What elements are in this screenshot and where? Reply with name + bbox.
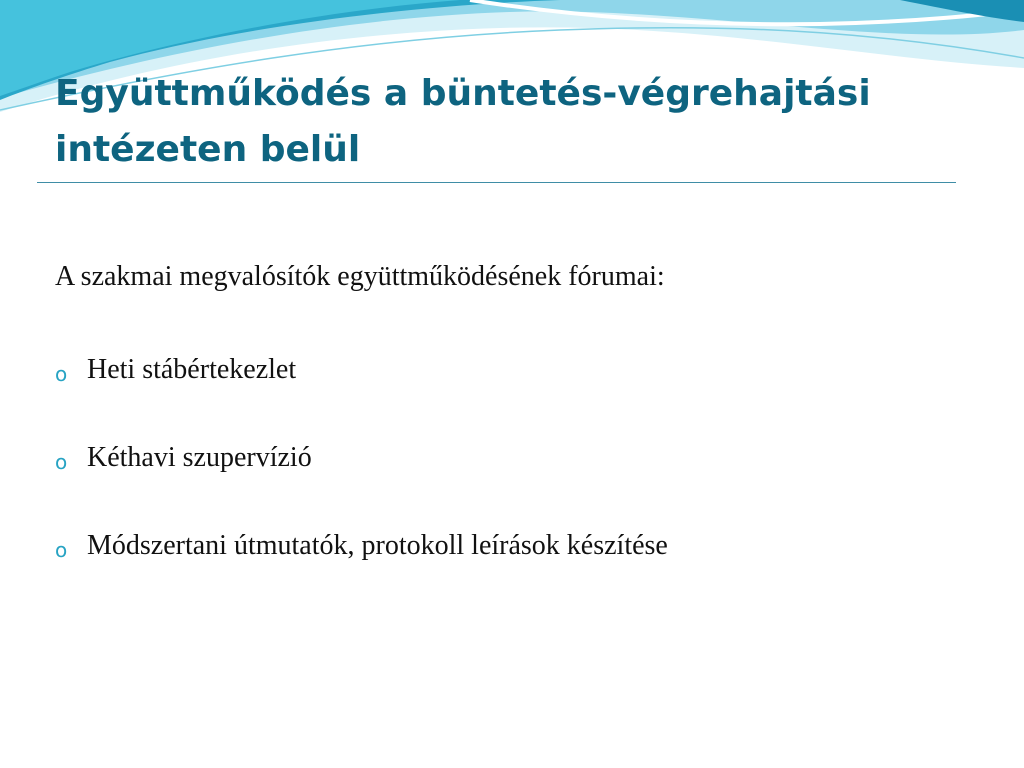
slide-title: Együttműködés a büntetés-végrehajtási intézeten belül	[55, 73, 871, 170]
circle-bullet-icon: o	[55, 362, 68, 386]
bullet-text: Kéthavi szupervízió	[87, 442, 312, 473]
slide-content	[55, 255, 995, 566]
intro-text: A szakmai megvalósítók együttműködésének fórumai:	[55, 261, 665, 292]
title-divider	[37, 182, 956, 183]
circle-bullet-icon: o	[55, 538, 68, 562]
bullet-item	[55, 438, 995, 478]
bullet-text: Módszertani útmutatók, protokoll leírások készítése	[87, 530, 668, 561]
bullet-list	[55, 350, 995, 566]
bullet-item	[55, 526, 995, 566]
bullet-text: Heti stábértekezlet	[87, 354, 297, 385]
circle-bullet-icon: o	[55, 450, 68, 474]
bullet-item	[55, 350, 995, 390]
